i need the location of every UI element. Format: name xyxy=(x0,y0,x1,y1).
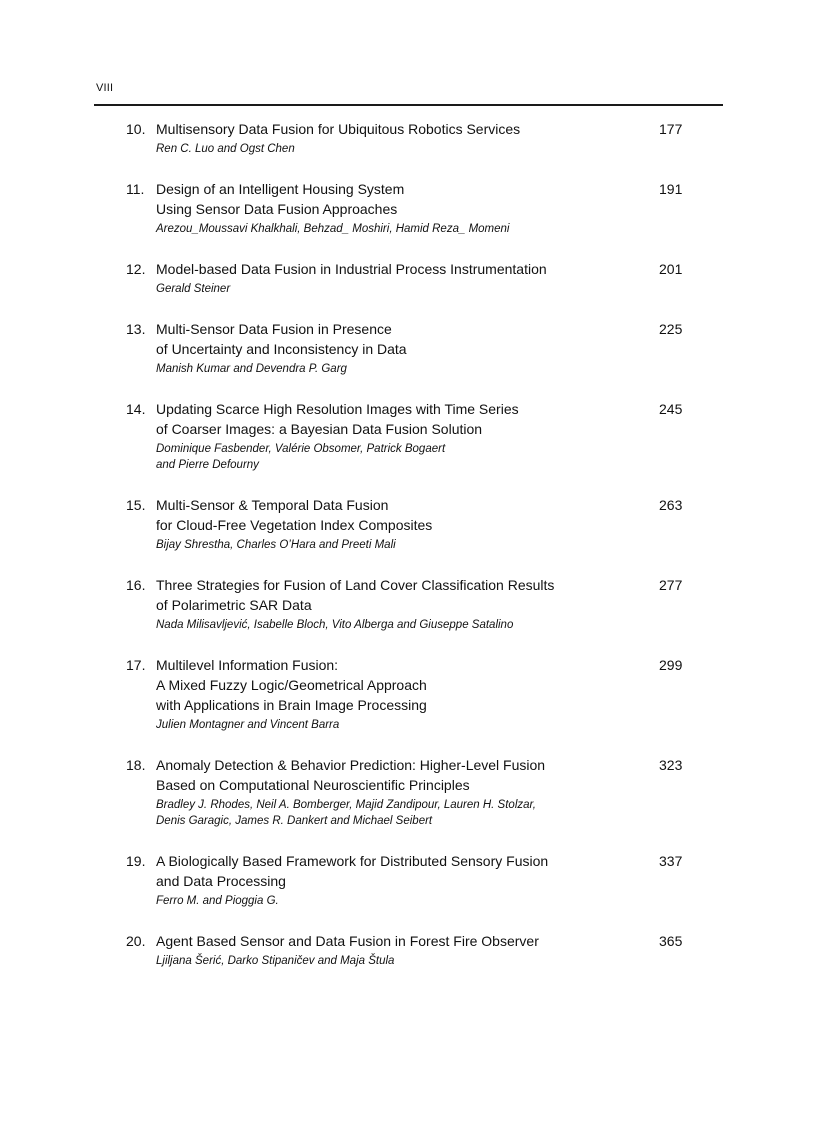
entry-number: 18. xyxy=(126,757,146,773)
toc-entry[interactable] xyxy=(0,119,816,157)
chapter-authors xyxy=(156,953,626,969)
toc-entry[interactable] xyxy=(0,319,816,377)
author-line: Nada Milisavljević, Isabelle Bloch, Vito Alberga and Giuseppe Satalino xyxy=(156,619,514,631)
entry-number: 19. xyxy=(126,853,146,869)
entry-body xyxy=(156,931,626,969)
entry-number: 10. xyxy=(126,121,146,137)
entry-number: 16. xyxy=(126,577,146,593)
entry-page-number: 277 xyxy=(659,577,683,593)
chapter-title-line: of Coarser Images: a Bayesian Data Fusion Solution xyxy=(156,421,483,437)
entry-page-number: 365 xyxy=(659,933,683,949)
chapter-title-line: Design of an Intelligent Housing System xyxy=(156,181,405,197)
chapter-title-line: A Mixed Fuzzy Logic/Geometrical Approach xyxy=(156,677,427,693)
chapter-title-line: with Applications in Brain Image Processing xyxy=(156,697,427,713)
entry-body xyxy=(156,495,626,553)
author-line: Ferro M. and Pioggia G. xyxy=(156,895,279,907)
chapter-authors xyxy=(156,537,626,553)
entry-number: 14. xyxy=(126,401,146,417)
toc-entry[interactable] xyxy=(0,755,816,829)
entry-page-number: 263 xyxy=(659,497,683,513)
author-line: Manish Kumar and Devendra P. Garg xyxy=(156,363,347,375)
entry-page-number: 225 xyxy=(659,321,683,337)
author-line: Bradley J. Rhodes, Neil A. Bomberger, Majid Zandipour, Lauren H. Stolzar, xyxy=(156,799,536,811)
chapter-title-line: for Cloud-Free Vegetation Index Composites xyxy=(156,517,433,533)
chapter-authors xyxy=(156,893,626,909)
author-line: Dominique Fasbender, Valérie Obsomer, Patrick Bogaert xyxy=(156,443,446,455)
chapter-title-line: A Biologically Based Framework for Distributed Sensory Fusion xyxy=(156,853,549,869)
entry-number: 12. xyxy=(126,261,146,277)
author-line: and Pierre Defourny xyxy=(156,459,259,471)
author-line: Denis Garagic, James R. Dankert and Michael Seibert xyxy=(156,815,433,827)
entry-body xyxy=(156,851,626,909)
chapter-authors xyxy=(156,141,626,157)
chapter-title-line: Agent Based Sensor and Data Fusion in Forest Fire Observer xyxy=(156,933,539,949)
entry-body xyxy=(156,655,626,733)
entry-body xyxy=(156,119,626,157)
chapter-title-line: and Data Processing xyxy=(156,873,286,889)
author-line: Ljiljana Šerić, Darko Stipaničev and Maja Štula xyxy=(156,955,395,967)
toc-entry[interactable] xyxy=(0,575,816,633)
author-line: Bijay Shrestha, Charles O’Hara and Preeti Mali xyxy=(156,539,396,551)
chapter-authors xyxy=(156,617,626,633)
entry-body xyxy=(156,399,626,473)
chapter-title-line: Using Sensor Data Fusion Approaches xyxy=(156,201,398,217)
entry-page-number: 323 xyxy=(659,757,683,773)
entry-number: 20. xyxy=(126,933,146,949)
entry-number: 17. xyxy=(126,657,146,673)
chapter-authors xyxy=(156,221,626,237)
author-line: Ren C. Luo and Ogst Chen xyxy=(156,143,295,155)
chapter-title-line: of Uncertainty and Inconsistency in Data xyxy=(156,341,407,357)
chapter-title-line: Multi-Sensor & Temporal Data Fusion xyxy=(156,497,389,513)
chapter-title-line: Multilevel Information Fusion: xyxy=(156,657,339,673)
entry-body xyxy=(156,179,626,237)
page-number: VIII xyxy=(96,82,114,94)
entry-body xyxy=(156,575,626,633)
toc-entry[interactable] xyxy=(0,931,816,969)
entry-page-number: 201 xyxy=(659,261,683,277)
toc-entry[interactable] xyxy=(0,655,816,733)
toc-entry[interactable] xyxy=(0,495,816,553)
toc-entry[interactable] xyxy=(0,259,816,297)
chapter-authors xyxy=(156,717,626,733)
entry-number: 11. xyxy=(126,181,145,197)
chapter-title-line: Three Strategies for Fusion of Land Cover Classification Results xyxy=(156,577,555,593)
chapter-title-line: Based on Computational Neuroscientific Principles xyxy=(156,777,470,793)
table-of-contents xyxy=(0,119,816,991)
toc-entry[interactable] xyxy=(0,179,816,237)
chapter-authors xyxy=(156,797,626,829)
chapter-title-line: Multi-Sensor Data Fusion in Presence xyxy=(156,321,392,337)
chapter-title-line: Updating Scarce High Resolution Images with Time Series xyxy=(156,401,519,417)
author-line: Gerald Steiner xyxy=(156,283,231,295)
entry-page-number: 245 xyxy=(659,401,683,417)
entry-page-number: 299 xyxy=(659,657,683,673)
toc-entry[interactable] xyxy=(0,851,816,909)
entry-page-number: 337 xyxy=(659,853,683,869)
entry-page-number: 191 xyxy=(659,181,683,197)
entry-body xyxy=(156,259,626,297)
chapter-authors xyxy=(156,281,626,297)
author-line: Arezou_Moussavi Khalkhali, Behzad_ Moshiri, Hamid Reza_ Momeni xyxy=(156,223,510,235)
chapter-authors xyxy=(156,441,626,473)
chapter-title-line: Model-based Data Fusion in Industrial Process Instrumentation xyxy=(156,261,547,277)
toc-entry[interactable] xyxy=(0,399,816,473)
entry-body xyxy=(156,755,626,829)
author-line: Julien Montagner and Vincent Barra xyxy=(156,719,340,731)
chapter-title-line: of Polarimetric SAR Data xyxy=(156,597,312,613)
entry-body xyxy=(156,319,626,377)
chapter-title-line: Anomaly Detection & Behavior Prediction: Higher-Level Fusion xyxy=(156,757,546,773)
entry-page-number: 177 xyxy=(659,121,683,137)
chapter-authors xyxy=(156,361,626,377)
chapter-title-line: Multisensory Data Fusion for Ubiquitous Robotics Services xyxy=(156,121,521,137)
entry-number: 13. xyxy=(126,321,146,337)
entry-number: 15. xyxy=(126,497,146,513)
header-rule xyxy=(94,104,723,106)
